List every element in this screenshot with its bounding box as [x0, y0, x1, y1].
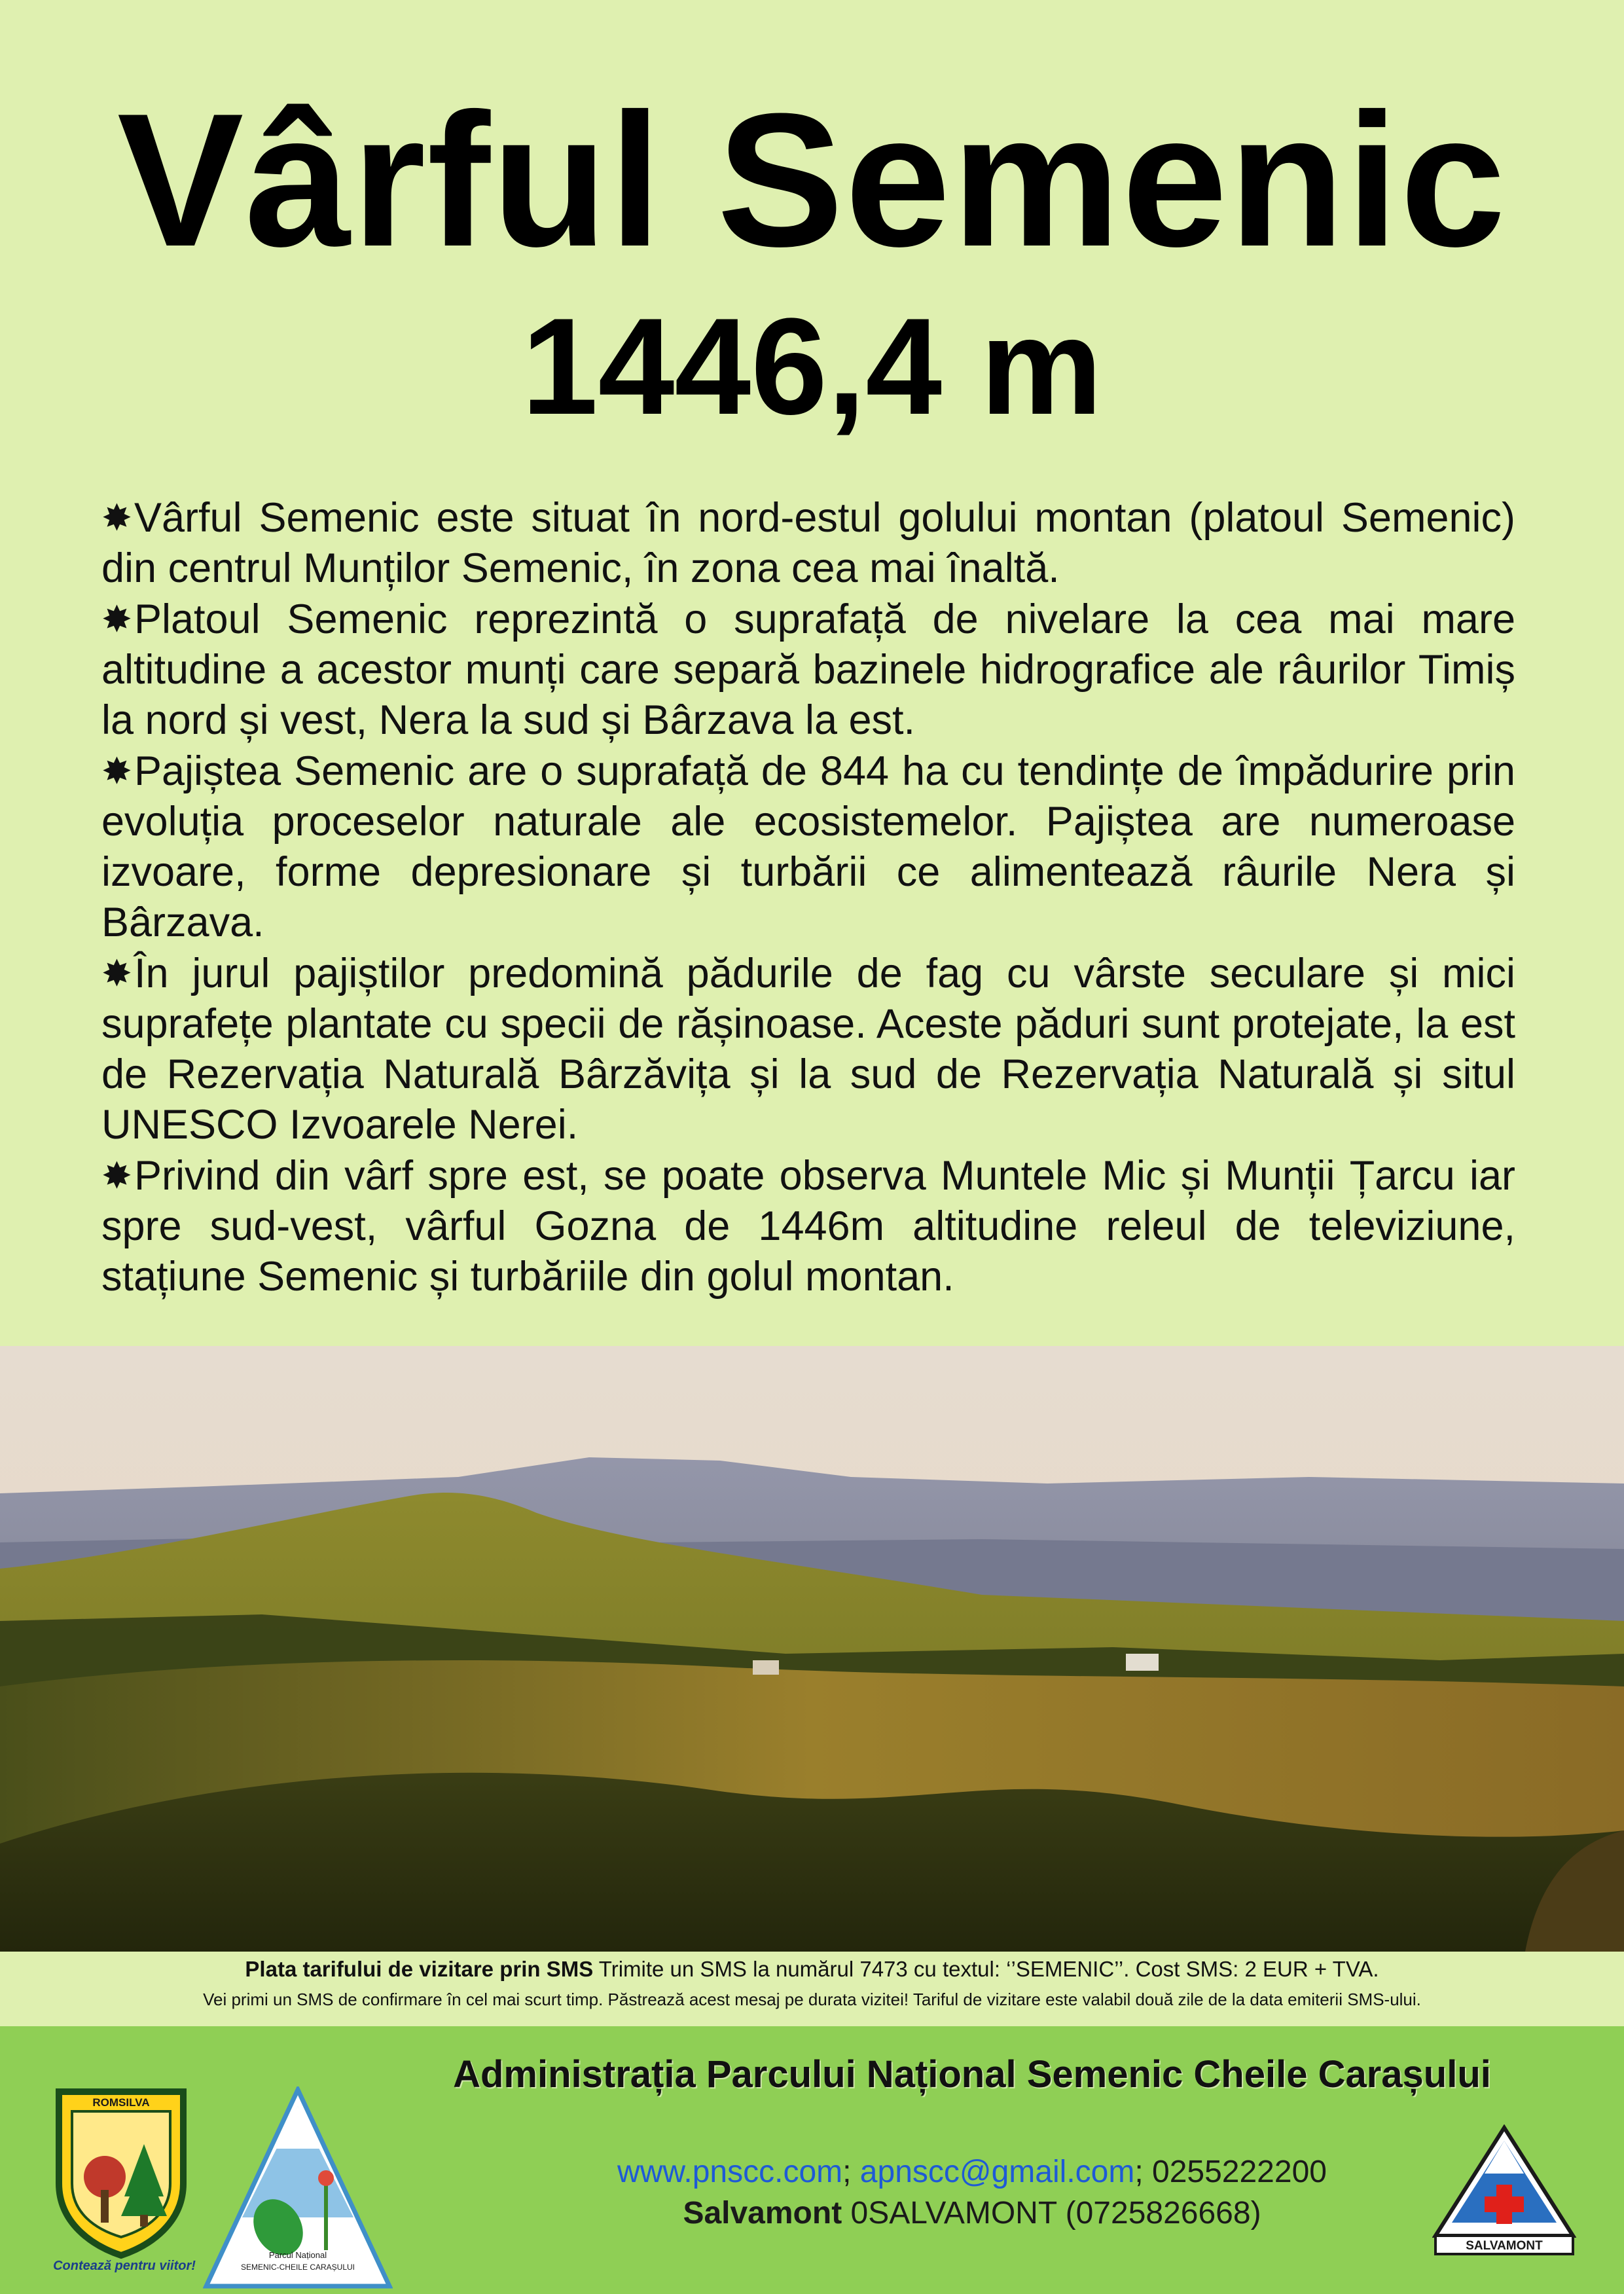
paragraph: ✸În jurul pajiștilor predomină pădurile de fag cu vârste seculare și mici suprafețe plantate cu specii de rășinoase. Aceste păduri sunt protejate, la est de Rezervația Naturală Bârzăvița și la sud de Rezervația Naturală și situl UNESCO Izvoarele Nerei. — [101, 948, 1515, 1150]
footer — [0, 2026, 1624, 2294]
star-burst-icon: ✸ — [101, 1155, 132, 1196]
organization-name: Administrația Parcului Național Semenic Cheile Carașului — [453, 2053, 1491, 2096]
salvamont-line — [367, 2195, 1578, 2231]
website-link[interactable]: www.pnscc.com — [617, 2155, 843, 2189]
star-burst-icon: ✸ — [101, 750, 132, 792]
svg-text:Parcul Național: Parcul Național — [268, 2250, 327, 2260]
salvamont-label: Salvamont — [683, 2196, 842, 2230]
star-burst-icon: ✸ — [101, 598, 132, 640]
landscape-photo — [0, 1346, 1624, 1952]
svg-text:SEMENIC-CHEILE CARAȘULUI: SEMENIC-CHEILE CARAȘULUI — [240, 2263, 355, 2272]
page-title: Vârful Semenic — [117, 74, 1507, 286]
star-burst-icon: ✸ — [101, 953, 132, 994]
romsilva-motto: Contează pentru viitor! — [53, 2259, 196, 2273]
park-logo — [203, 2086, 393, 2289]
sms-instructions: Trimite un SMS la numărul 7473 cu textul: ‘’SEMENIC’’. Cost SMS: 2 EUR + TVA. — [593, 1957, 1379, 1981]
star-burst-icon: ✸ — [101, 497, 132, 538]
description-text — [101, 492, 1515, 1302]
paragraph: ✸Platoul Semenic reprezintă o suprafață de nivelare la cea mai mare altitudine a acestor munți care separă bazinele hidrografice ale râurilor Timiș la nord și vest, Nera la sud și Bârzava la est. — [101, 594, 1515, 746]
paragraph: ✸Vârful Semenic este situat în nord-estul golului montan (platoul Semenic) din centrul Munților Semenic, în zona cea mai înaltă. — [101, 492, 1515, 594]
sms-payment-info — [0, 1952, 1624, 2026]
sms-note: Vei primi un SMS de confirmare în cel mai scurt timp. Păstrează acest mesaj pe durata vizitei! Tariful de vizitare este valabil două zile de la data emiterii SMS-ului. — [203, 1990, 1421, 2009]
sms-label: Plata tarifului de vizitare prin SMS — [245, 1957, 594, 1981]
altitude-heading: 1446,4 m — [521, 289, 1103, 443]
salvamont-contact: 0SALVAMONT (0725826668) — [842, 2196, 1261, 2230]
svg-text:ROMSILVA: ROMSILVA — [92, 2096, 150, 2109]
salvamont-logo — [1432, 2124, 1576, 2255]
phone-number: 0255222200 — [1152, 2155, 1327, 2189]
contact-line: www.pnscc.com; apnscc@gmail.com; 0255222200 — [617, 2155, 1327, 2189]
svg-text:SALVAMONT: SALVAMONT — [1466, 2239, 1543, 2253]
paragraph: ✸Pajiștea Semenic are o suprafață de 844 ha cu tendințe de împădurire prin evoluția proceselor naturale ale ecosistemelor. Pajiștea are numeroase izvoare, forme depresionare și turbării ce alimentează râurile Nera și Bârzava. — [101, 746, 1515, 948]
email-link[interactable]: apnscc@gmail.com — [859, 2155, 1135, 2189]
romsilva-logo — [46, 2085, 196, 2262]
paragraph: ✸Privind din vârf spre est, se poate observa Muntele Mic și Munții Țarcu iar spre sud-vest, vârful Gozna de 1446m altitudine releul de televiziune, stațiune Semenic și turbăriile din golul montan. — [101, 1150, 1515, 1302]
